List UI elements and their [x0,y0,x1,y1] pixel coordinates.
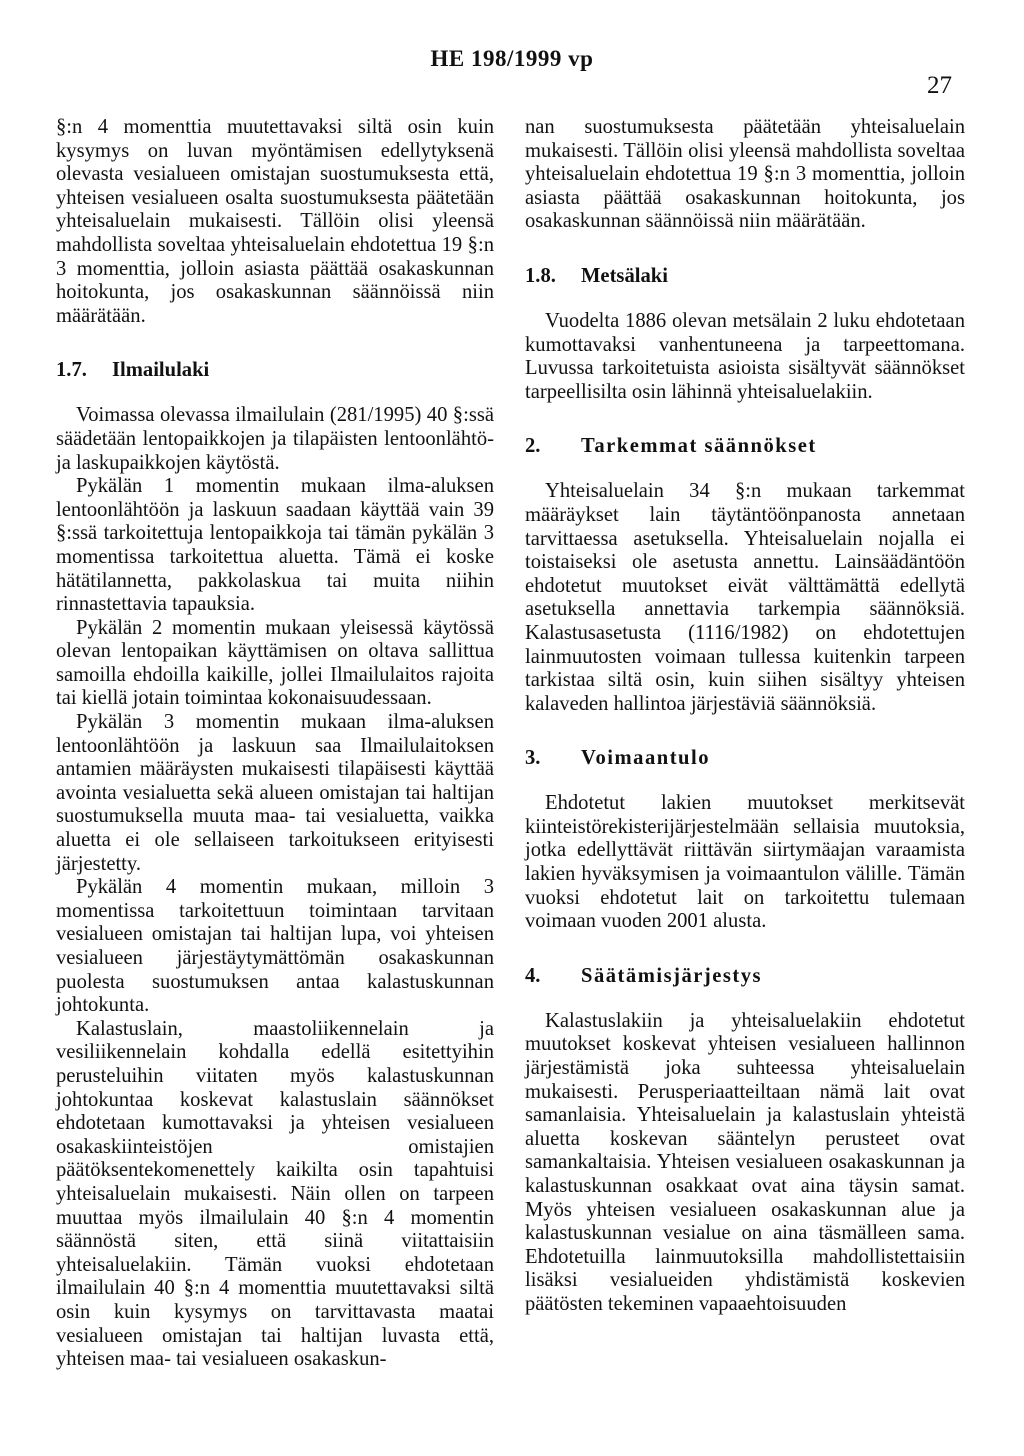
paragraph: Kalastuslakiin ja yhteisaluelakiin ehdotetut muutokset koskevat yhteisen vesialueen hallinnon järjestämistä joka suhteessa yhteisaluelain mukaisesti. Perusperiaatteiltaan nämä lait ovat samanlaisia. Yhteisaluelain ja kalastuslain yhteistä aluetta koskevan sääntelyn perusteet ovat samankaltaisia. Yhteisen vesialueen osakaskunnan ja kalastuskunnan osakkaat ovat aina täysin samat. Myös yhteisen vesialueen osakaskunnan alue ja kalastuskunnan vesialue on aina täsmälleen sama. Ehdotetuilla lainmuutoksilla mahdollistettaisiin lisäksi vesialueiden yhdistämistä koskevien päätösten tekeminen vapaaehtoisuuden [525,1009,965,1315]
section-heading-3 [525,746,965,770]
section-number: 3. [525,747,541,770]
paragraph: Kalastuslain, maastoliikennelain ja vesiliikennelain kohdalla edellä esitettyihin perusteluihin viitaten myös kalastuskunnan johtokuntaa koskevat kalastuslain säännökset ehdotetaan kumottavaksi ja yhteisen vesialueen osakaskiinteistöjen omistajien päätöksentekomenettely kaikilta osin tapahtuisi yhteisaluelain mukaisesti. Näin ollen on tarpeen muuttaa myös ilmailulain 40 §:n 4 momentin säännöstä siten, että siinä viitattaisiin yhteisaluelakiin. Tämän vuoksi ehdotetaan ilmailulain 40 §:n 4 momenttia muutettavaksi siltä osin kuin kysymys on tarvittavasta maatai vesialueen omistajan tai haltijan luvasta että, yhteisen maa- tai vesialueen osakaskun- [56,1017,494,1371]
paragraph: Pykälän 2 momentin mukaan yleisessä käytössä olevan lentopaikan käyttämisen on oltava sallittua samoilla ehdoilla kaikille, jollei Ilmailulaitos rajoita tai kiellä jotain toimintaa kokonaisuudessaan. [56,616,494,710]
document-id: HE 198/1999 vp [430,46,594,71]
section-heading-1-7 [56,358,494,382]
paragraph: Vuodelta 1886 olevan metsälain 2 luku ehdotetaan kumottavaksi vanhentuneena ja tarpeettomana. Luvussa tarkoitetuista asioista sisältyvät säännökset tarpeellisilta osin lähinnä yhteisaluelakiin. [525,309,965,403]
section-title: Metsälaki [581,264,668,287]
section-title: Voimaantulo [581,747,711,770]
paragraph-continuation: nan suostumuksesta päätetään yhteisaluelain mukaisesti. Tällöin olisi yleensä mahdollista soveltaa yhteisaluelain ehdotettua 19 §:n 3 momenttia, jolloin asiasta päättää osakaskunnan hoitokunta, jos osakaskunnan säännöissä niin määrätään. [525,116,965,233]
section-title: Ilmailulaki [112,359,210,382]
section-heading-2 [525,434,965,458]
section-number: 2. [525,435,541,458]
section-title: Tarkemmat säännökset [581,435,817,458]
paragraph-continuation: §:n 4 momenttia muutettavaksi siltä osin kuin kysymys on luvan myöntämisen edellytyksenä olevasta vesialueen omistajan suostumuksesta että, yhteisen vesialueen osalta suostumuksesta päätetään yhteisaluelain mukaisesti. Tällöin olisi yleensä mahdollista soveltaa yhteisaluelain ehdotettua 19 §:n 3 momenttia, jolloin asiasta päättää osakaskunnan hoitokunta, jos osakaskunnan säännöissä niin määrätään. [56,116,494,327]
paragraph: Pykälän 1 momentin mukaan ilma-aluksen lentoonlähtöön ja laskuun saadaan käyttää vain 39 §:ssä tarkoitettuja lentopaikkoja tai tämän pykälän 3 momentissa tarkoitettua aluetta. Tämä ei koske hätätilannetta, pakkolaskua tai muita niihin rinnastettavia tapauksia. [56,475,494,616]
paragraph: Pykälän 3 momentin mukaan ilma-aluksen lentoonlähtöön ja laskuun saa Ilmailulaitoksen antamien määräysten mukaisesti tilapäisesti käyttää avointa vesialuetta sekä alueen omistajan tai haltijan suostumuksella muuta maa- tai vesialuetta, vaikka aluetta ei ole sellaiseen tarkoitukseen erityisesti järjestetty. [56,711,494,875]
section-heading-1-8 [525,264,965,288]
paragraph: Pykälän 4 momentin mukaan, milloin 3 momentissa tarkoitettuun toimintaan tarvitaan vesialueen omistajan tai haltijan lupa, voi yhteisen vesialueen järjestäytymättömän osakaskunnan puolesta suostumuksen antaa kalastuskunnan johtokunta. [56,876,494,1017]
section-heading-4 [525,964,965,988]
page-number: 27 [927,72,952,99]
paragraph: Ehdotetut lakien muutokset merkitsevät kiinteistörekisterijärjestelmään sellaisia muutoksia, jotka edellyttävät riittävän siirtymäajan varaamista lakien hyväksymisen ja voimaantulon välille. Tämän vuoksi ehdotetut lait on tarkoitettu tulemaan voimaan vuoden 2001 alusta. [525,792,965,933]
right-column [525,116,965,1317]
section-number: 1.7. [56,359,87,382]
section-title: Säätämisjärjestys [581,964,763,987]
page-header [0,46,1024,99]
left-column [56,116,494,1372]
section-number: 4. [525,964,541,987]
paragraph: Yhteisaluelain 34 §:n mukaan tarkemmat määräykset lain täytäntöönpanosta annetaan tarvittaessa asetuksella. Yhteisaluelain nojalla ei toistaiseksi ole asetusta annettu. Lainsäädäntöön ehdotetut muutokset eivät välttämättä edellytä asetuksella annettavia tarkempia säännöksiä. Kalastusasetusta (1116/1982) on ehdotettujen lainmuutosten voimaan tullessa kuitenkin tarpeen tarkistaa siltä osin, kuin siihen sisältyy yhteisen kalaveden hallintoa järjestäviä säännöksiä. [525,480,965,715]
section-number: 1.8. [525,264,556,287]
paragraph: Voimassa olevassa ilmailulain (281/1995) 40 §:ssä säädetään lentopaikkojen ja tilapäisten lentoonlähtö- ja laskupaikkojen käytöstä. [56,404,494,474]
